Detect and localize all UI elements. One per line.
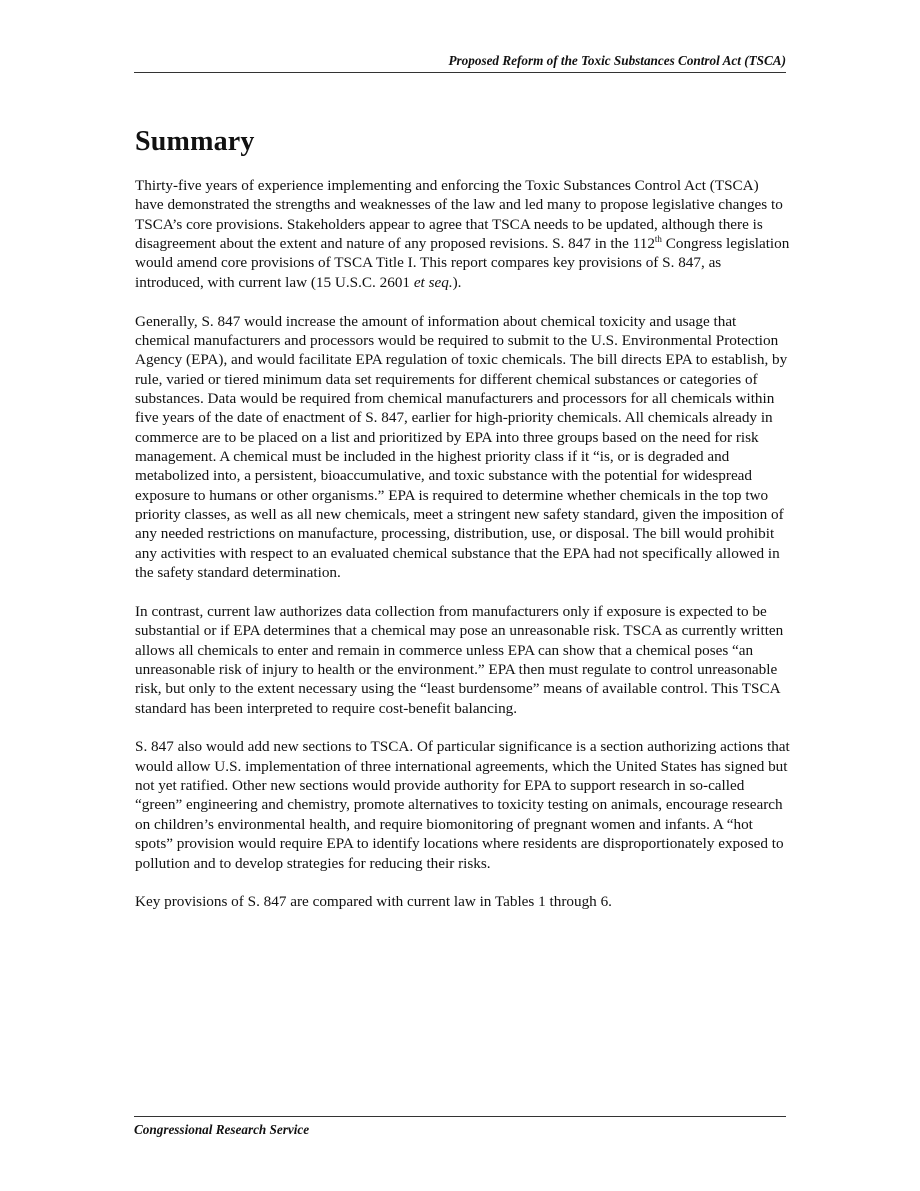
summary-paragraph-4: S. 847 also would add new sections to TSCA. Of particular significance is a section authorizing actions that would allow U.S. implementation of three international agreements, which the United States has signed but not yet ratified. Other new sections would provide authority for EPA to support research in so-called “green” engineering and chemistry, promote alternatives to toxicity testing on animals, encourage research on children’s environmental health, and require biomonitoring of pregnant women and infants. A “hot spots” provision would require EPA to identify locations where residents are disproportionately exposed to pollution and to develop strategies for reducing their risks. [135, 738, 790, 872]
summary-paragraph-1 [135, 176, 790, 292]
et-seq-italic: et seq. [413, 273, 453, 291]
summary-paragraph-5: Key provisions of S. 847 are compared with current law in Tables 1 through 6. [135, 893, 612, 911]
summary-paragraph-3: In contrast, current law authorizes data collection from manufacturers only if exposure is expected to be substantial or if EPA determines that a chemical may pose an unreasonable risk. TSCA as currently written allows all chemicals to enter and remain in commerce unless EPA can show that a chemical poses “an unreasonable risk of injury to health or the environment.” EPA then must regulate to control unreasonable risk, but only to the extent necessary using the “least burdensome” means of available control. This TSCA standard has been interpreted to require cost-benefit balancing. [135, 602, 784, 717]
summary-paragraph-2: Generally, S. 847 would increase the amount of information about chemical toxicity and usage that chemical manufacturers and processors would be required to submit to the U.S. Environmental Protection Agency (EPA), and would facilitate EPA regulation of toxic chemicals. The bill directs EPA to establish, by rule, varied or tiered minimum data set requirements for different chemical substances or categories of substances. Data would be required from chemical manufacturers and processors for all chemicals within five years of the date of enactment of S. 847, earlier for high-priority chemicals. All chemicals already in commerce are to be placed on a list and prioritized by EPA into three groups based on the need for risk management. A chemical must be included in the highest priority class if it “is, or is degraded and metabolized into, a persistent, bioaccumulative, and toxic substance with the potential for widespread exposure to humans or other organisms.” EPA is required to determine whether chemicals in the top two priority classes, as well as all new chemicals, meet a stringent new safety standard, given the imposition of any needed restrictions on manufacture, processing, distribution, use, or disposal. The bill would prohibit any activities with respect to an evaluated chemical substance that the EPA had not specifically allowed in the safety standard determination. [135, 312, 788, 582]
footer-organization: Congressional Research Service [134, 1122, 310, 1137]
paragraph-1-bill-lead: S. 847 in the 112 [548, 235, 655, 253]
running-footer [134, 1116, 786, 1139]
running-header-title: Proposed Reform of the Toxic Substances Control Act (TSCA) [448, 53, 786, 68]
running-header [134, 52, 786, 73]
paragraph-1-tail: ). [452, 273, 462, 291]
summary-body [135, 176, 790, 931]
ordinal-superscript: th [654, 233, 662, 244]
paragraph-1-text: Thirty-five years of experience implementing and enforcing the Toxic Substances Control Act (TSCA) have demonstrated the strengths and weaknesses of the law and led many to propose legislative changes to TSCA’s core provisions. Stakeholders appear to agree that TSCA needs to be updated, although there is disagreement about the extent and nature of any proposed revisions. [135, 177, 783, 253]
section-title: Summary [135, 126, 255, 157]
paragraph-1-bill-text: Congress legislation would amend core provisions of TSCA Title I. This report compares key provisions of S. 847, as introduced, with current law (15 U.S.C. 2601 [135, 235, 790, 291]
